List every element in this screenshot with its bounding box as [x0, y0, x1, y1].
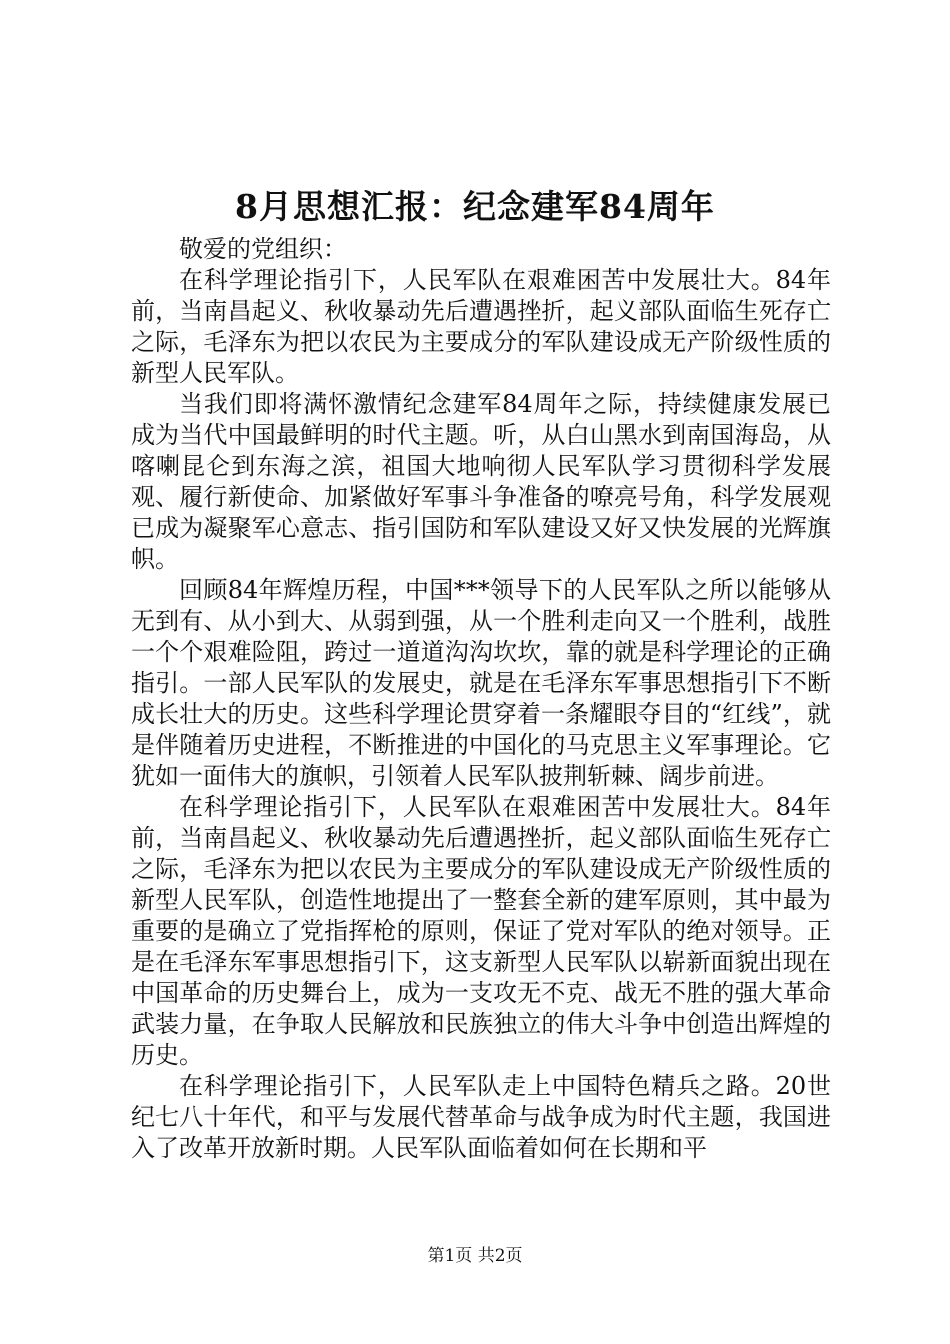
paragraph-4: 在科学理论指引下，人民军队在艰难困苦中发展壮大。84年前，当南昌起义、秋收暴动先后遭遇挫折，起义部队面临生死存亡之际，毛泽东为把以农民为主要成分的军队建设成无产阶级性质的新型人民军队，创造性地提出了一整套全新的建军原则，其中最为重要的是确立了党指挥枪的原则，保证了党对军队的绝对领导。正是在毛泽东军事思想指引下，这支新型人民军队以崭新面貌出现在中国革命的历史舞台上，成为一支攻无不克、战无不胜的强大革命武装力量，在争取人民解放和民族独立的伟大斗争中创造出辉煌的历史。: [131, 793, 831, 1069]
paragraph-2: 当我们即将满怀激情纪念建军84周年之际，持续健康发展已成为当代中国最鲜明的时代主题。听，从白山黑水到南国海岛，从喀喇昆仑到东海之滨，祖国大地响彻人民军队学习贯彻科学发展观、履行新使命、加紧做好军事斗争准备的嘹亮号角，科学发展观已成为凝聚军心意志、指引国防和军队建设又好又快发展的光辉旗帜。: [131, 390, 831, 573]
page-footer: [0, 1244, 950, 1268]
salutation: 敬爱的党组织：: [179, 235, 347, 263]
paragraph-5: 在科学理论指引下，人民军队走上中国特色精兵之路。20世纪七八十年代，和平与发展代替革命与战争成为时代主题，我国进入了改革开放新时期。人民军队面临着如何在长期和平: [131, 1072, 831, 1162]
document-title: 8月思想汇报：纪念建军84周年: [235, 187, 715, 226]
page-number: 第1页 共2页: [427, 1246, 523, 1266]
document-body: [131, 234, 831, 1164]
paragraph-1: 在科学理论指引下，人民军队在艰难困苦中发展壮大。84年前，当南昌起义、秋收暴动先后遭遇挫折，起义部队面临生死存亡之际，毛泽东为把以农民为主要成分的军队建设成无产阶级性质的新型人民军队。: [131, 266, 831, 387]
paragraph-3: 回顾84年辉煌历程，中国***领导下的人民军队之所以能够从无到有、从小到大、从弱到强，从一个胜利走向又一个胜利，战胜一个个艰难险阻，跨过一道道沟沟坎坎，靠的就是科学理论的正确指引。一部人民军队的发展史，就是在毛泽东军事思想指引下不断成长壮大的历史。这些科学理论贯穿着一条耀眼夺目的“红线”，就是伴随着历史进程，不断推进的中国化的马克思主义军事理论。它犹如一面伟大的旗帜，引领着人民军队披荆斩棘、阔步前进。: [131, 576, 831, 790]
